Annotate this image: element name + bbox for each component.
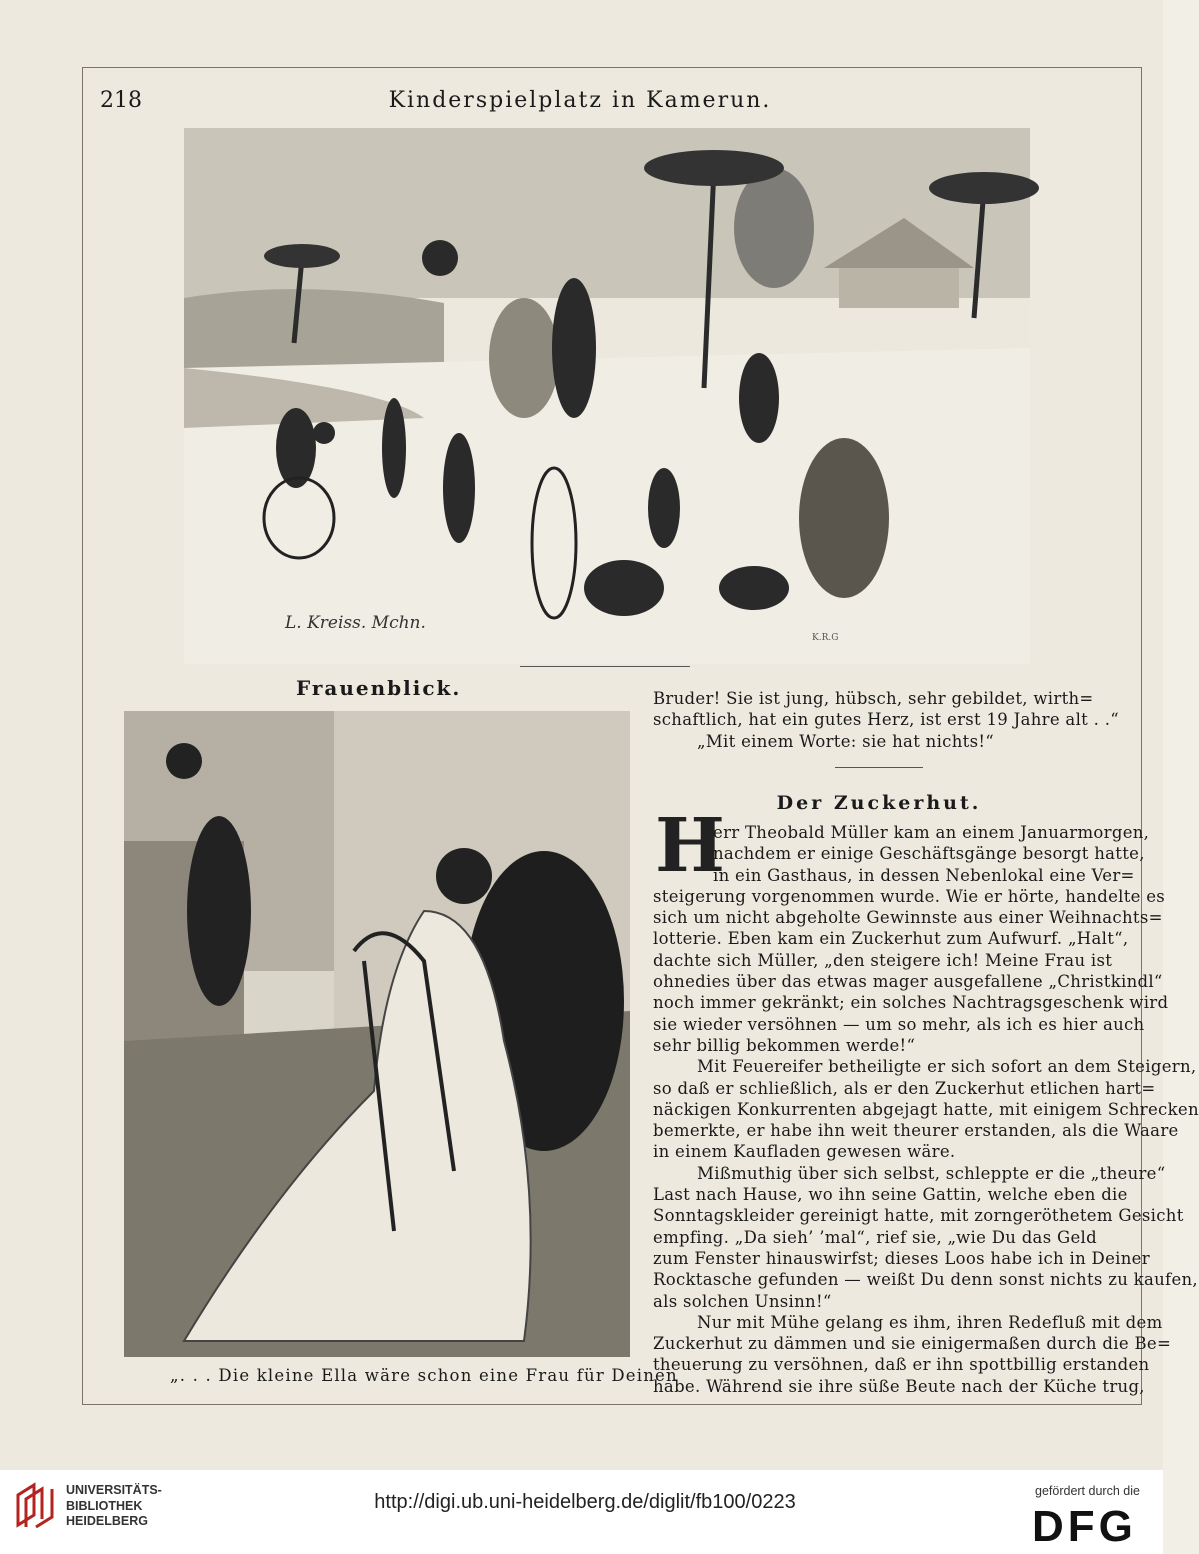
permalink-url[interactable]: http://digi.ub.uni-heidelberg.de/diglit/fb100/0223	[374, 1491, 796, 1513]
university-library-logo-icon	[14, 1481, 58, 1529]
text-line: Mit Feuereifer betheiligte er sich sofort an dem Steigern,	[697, 1057, 1197, 1077]
text-line: in einem Kaufladen gewesen wäre.	[653, 1142, 956, 1162]
text-line: näckigen Konkurrenten abgejagt hatte, mit einigem Schrecken	[653, 1099, 1199, 1119]
page-number: 218	[100, 88, 142, 113]
section-divider	[520, 666, 690, 667]
text-line: bemerkte, er habe ihn weit theurer erstanden, als die Waare	[653, 1121, 1179, 1141]
article-title-zuckerhut: Der Zuckerhut.	[776, 792, 982, 814]
library-name-line: UNIVERSITÄTS-	[66, 1483, 162, 1497]
text-line: Zuckerhut zu dämmen und sie einigermaßen durch die Be=	[653, 1334, 1172, 1354]
ballroom-scene-drawing	[124, 711, 630, 1357]
text-line: theuerung zu versöhnen, daß er ihn spottbillig erstanden	[653, 1355, 1150, 1375]
text-line: err Theobald Müller kam an einem Januarmorgen,	[713, 823, 1150, 842]
text-line: habe. Während sie ihre süße Beute nach der Küche trug,	[653, 1376, 1145, 1396]
dfg-logo: DFG	[1032, 1502, 1137, 1551]
text-line: Bruder! Sie ist jung, hübsch, sehr gebildet, wirth=	[653, 689, 1094, 708]
library-name-line: HEIDELBERG	[66, 1514, 148, 1528]
text-line: so daß er schließlich, als er den Zuckerhut etlichen hart=	[653, 1078, 1156, 1098]
text-line: Sonntagskleider gereinigt hatte, mit zorngeröthetem Gesicht	[653, 1206, 1184, 1226]
text-line: Nur mit Mühe gelang es ihm, ihren Redefluß mit dem	[697, 1312, 1163, 1332]
article-body	[653, 822, 1199, 1397]
text-line: sehr billig bekommen werde!“	[653, 1035, 916, 1055]
playground-scene-drawing	[184, 128, 1030, 664]
text-line: sich um nicht abgeholte Gewinnste aus einer Weihnachts=	[653, 908, 1163, 928]
text-line: dachte sich Müller, „den steigere ich! Meine Frau ist	[653, 950, 1113, 970]
text-line: schaftlich, hat ein gutes Herz, ist erst 19 Jahre alt . .“	[653, 710, 1119, 730]
illustrator-signature: L. Kreiss. Mchn.	[285, 613, 426, 633]
article-divider	[835, 767, 923, 768]
library-name-line: BIBLIOTHEK	[66, 1498, 143, 1513]
text-line: Rocktasche gefunden — weißt Du denn sonst nichts zu kaufen,	[653, 1270, 1198, 1290]
text-line: als solchen Unsinn!“	[653, 1291, 832, 1311]
text-line: nachdem er einige Geschäftsgänge besorgt hatte,	[713, 844, 1145, 864]
text-line: noch immer gekränkt; ein solches Nachtragsgeschenk wird	[653, 993, 1169, 1013]
illustration-caption: „. . . Die kleine Ella wäre schon eine Frau für Deinen	[170, 1366, 678, 1385]
library-name	[66, 1483, 162, 1530]
text-line: ohnedies über das etwas mager ausgefallene „Christkindl“	[653, 972, 1163, 992]
text-line: in ein Gasthaus, in dessen Nebenlokal eine Ver=	[713, 865, 1135, 885]
running-title: Kinderspielplatz in Kamerun.	[388, 88, 772, 113]
text-line: sie wieder versöhnen — um so mehr, als ich es hier auch	[653, 1014, 1145, 1034]
engraver-monogram: K.R.G	[812, 633, 839, 643]
text-line: Mißmuthig über sich selbst, schleppte er die „theure“	[697, 1163, 1166, 1183]
frauenblick-illustration	[124, 711, 630, 1357]
article-title-frauenblick: Frauenblick.	[296, 676, 462, 700]
drop-initial: H	[655, 803, 725, 889]
text-line: empfing. „Da sieh’ ’mal“, rief sie, „wie Du das Geld	[653, 1227, 1097, 1247]
top-illustration	[184, 128, 1030, 664]
continuation-text	[653, 688, 1119, 752]
text-line: Last nach Hause, wo ihn seine Gattin, welche eben die	[653, 1185, 1128, 1205]
funder-note: gefördert durch die	[1035, 1484, 1140, 1498]
text-line: „Mit einem Worte: sie hat nichts!“	[697, 731, 995, 751]
text-line: lotterie. Eben kam ein Zuckerhut zum Aufwurf. „Halt“,	[653, 929, 1129, 949]
text-line: zum Fenster hinauswirfst; dieses Loos habe ich in Deiner	[653, 1248, 1150, 1268]
text-line: steigerung vorgenommen wurde. Wie er hörte, handelte es	[653, 886, 1166, 906]
